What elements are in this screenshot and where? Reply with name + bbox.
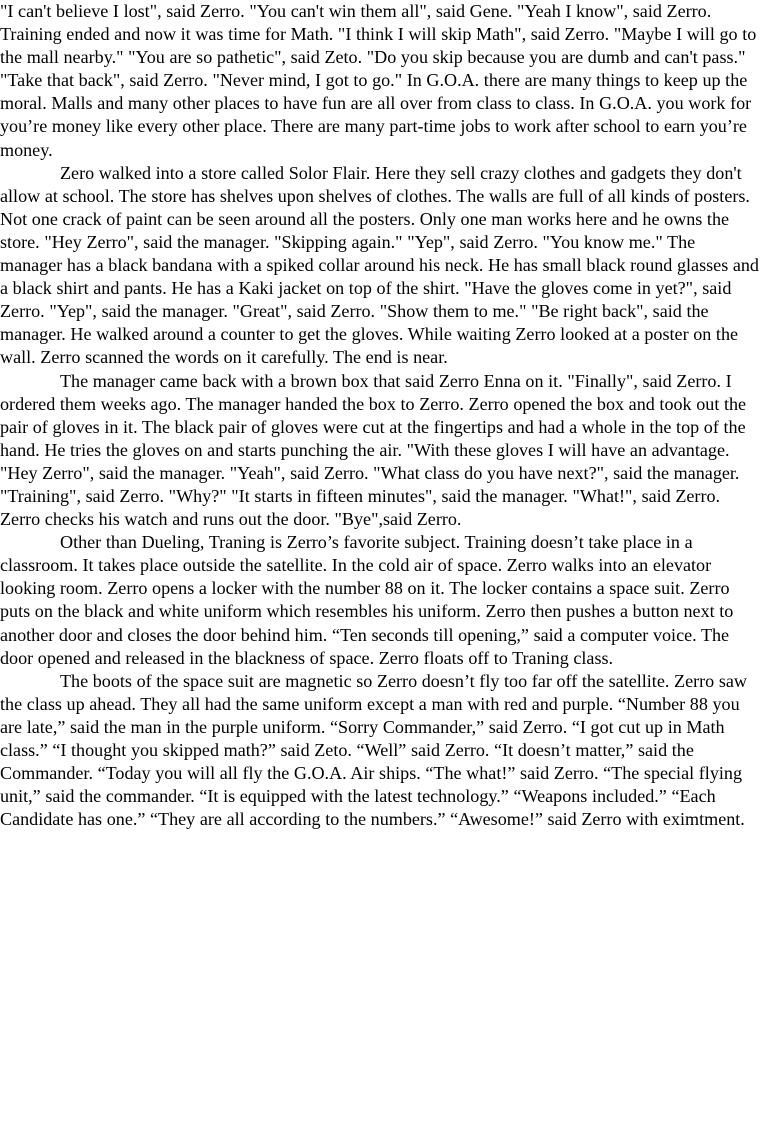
paragraph-5: The boots of the space suit are magnetic so Zerro doesn’t fly too far off the satellite. Zerro saw the class up ahead. They all had the same uniform except a man with red and purple. “Number 88 you are late,” said the man in the purple uniform. “Sorry Commander,” said Zerro. “I got cut up in Math class.” “I thought you skipped math?” said Zeto. “Well” said Zerro. “It doesn’t matter,” said the Commander. “Today you will all fly the G.O.A. Air ships. “The what!” said Zerro. “The special flying unit,” said the commander. “It is equipped with the latest technology.” “Weapons included.” “Each Candidate has one.” “They are all according to the numbers.” “Awesome!” said Zerro with eximtment. [0, 670, 747, 830]
paragraph-1: "I can't believe I lost", said Zerro. "You can't win them all", said Gene. "Yeah I know", said Zerro. Training ended and now it was time for Math. "I think I will skip Math", said Zerro. "Maybe I will go to the mall nearby." "You are so pathetic", said Zeto. "Do you skip because you are dumb and can't pass." "Take that back", said Zerro. "Never mind, I got to go." In G.O.A. there are many things to keep up the moral. Malls and many other places to have fun are all over from class to class. In G.O.A. you work for you’re money like every other place. There are many part-time jobs to work after school to earn you’re money. [0, 1, 757, 160]
paragraph-3: The manager came back with a brown box that said Zerro Enna on it. "Finally", said Zerro. I ordered them weeks ago. The manager handed the box to Zerro. Zerro opened the box and took out the pair of gloves in it. The black pair of gloves were cut at the fingertips and had a whole in the top of the hand. He tries the gloves on and starts punching the air. "With these gloves I will have an advantage. "Hey Zerro", said the manager. "Yeah", said Zerro. "What class do you have next?", said the manager. "Training", said Zerro. "Why?" "It starts in fifteen minutes", said the manager. "What!", said Zerro. Zerro checks his watch and runs out the door. "Bye",said Zerro. [0, 370, 747, 530]
paragraph-4: Other than Dueling, Traning is Zerro’s favorite subject. Training doesn’t take place in a classroom. It takes place outside the satellite. In the cold air of space. Zerro walks into an elevator looking room. Zerro opens a locker with the number 88 on it. The locker contains a space suit. Zerro puts on the black and white uniform which resembles his uniform. Zerro then pushes a button next to another door and closes the door behind him. “Ten seconds till opening,” said a computer voice. The door opened and released in the blackness of space. Zerro floats off to Traning class. [0, 532, 734, 668]
paragraph-2: Zero walked into a store called Solor Flair. Here they sell crazy clothes and gadgets they don't allow at school. The store has shelves upon shelves of clothes. The walls are full of all kinds of posters. Not one crack of paint can be seen around all the posters. Only one man works here and he owns the store. "Hey Zerro", said the manager. "Skipping again." "Yep", said Zerro. "You know me." The manager has a black bandana with a spiked collar around his neck. He has small black round glasses and a black shirt and pants. He has a Kaki jacket on top of the shirt. "Have the gloves come in yet?", said Zerro. "Yep", said the manager. "Great", said Zerro. "Show them to me." "Be right back", said the manager. He walked around a counter to get the gloves. While waiting Zerro looked at a poster on the wall. Zerro scanned the words on it carefully. The end is near. [0, 162, 759, 368]
